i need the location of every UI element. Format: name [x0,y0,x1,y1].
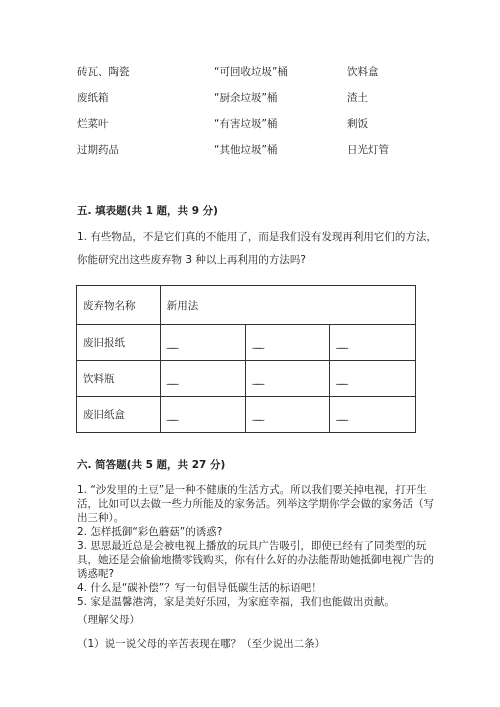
section6-line: 1. “沙发里的土豆”是一种不健康的生活方式。所以我们要关掉电视，打开生 [77,484,427,496]
table-cell-blank[interactable] [246,361,330,397]
sub-section-title: （理解父母） [77,614,140,626]
match-right-item: 剩饭 [347,118,368,130]
table-row [77,325,416,361]
fill-in-table [76,285,416,433]
match-middle-item: “可回收垃圾”桶 [214,66,288,78]
sub-question: （1）说一说父母的辛苦表现在哪？（至少说出二条） [77,638,326,650]
table-cell-blank[interactable] [160,325,246,361]
answer-blank: ___ [336,372,346,385]
section6-line: 出三种）。 [77,512,125,524]
match-left-item: 废纸箱 [77,92,109,104]
section6-line: 2. 怎样抵御“彩色蘑菇”的诱惑? [77,526,223,538]
section5-question-line: 你能研究出这些废弃物 3 种以上再利用的方法吗? [77,254,306,266]
table-cell-blank[interactable] [330,397,416,433]
section6-line: 诱惑呢? [77,568,115,580]
answer-blank: ___ [252,336,263,349]
section6-title: 六. 简答题(共 5 题，共 27 分) [77,459,226,471]
section6-line: 5. 家是温馨港湾，家是美好乐园，为家庭幸福，我们也能做出贡献。 [77,596,395,608]
table-cell-blank[interactable] [160,397,246,433]
table-row [77,397,416,433]
section6-line: 活，比如可以去做一些力所能及的家务活。列举这学期你学会做的家务活（写 [77,498,434,510]
table-cell-blank[interactable] [330,325,416,361]
table-cell-name: 废旧报纸 [77,325,161,361]
match-middle-item: “有害垃圾”桶 [214,118,278,130]
table-header-usage: 新用法 [160,286,415,325]
section6-line: 具，她还是会偷偷地攒零钱购买，你有什么好的办法能帮助她抵御电视广告的 [77,554,434,566]
table-header-row [77,286,416,325]
section5-question-line: 1. 有些物品，不是它们真的不能用了，而是我们没有发现再利用它们的方法， [77,231,437,243]
table-row [77,361,416,397]
match-middle-item: “其他垃圾”桶 [214,144,278,156]
answer-blank: ___ [336,336,346,349]
match-middle-item: “厨余垃圾”桶 [214,92,278,104]
table-cell-name: 废旧纸盒 [77,397,161,433]
section5-title: 五. 填表题(共 1 题，共 9 分) [77,205,218,217]
table-cell-blank[interactable] [246,397,330,433]
section6-line: 4. 什么是“碳补偿”？写一句倡导低碳生活的标语吧！ [77,582,322,594]
table-cell-blank[interactable] [160,361,246,397]
match-right-item: 饮料盒 [347,66,379,78]
table-cell-blank[interactable] [246,325,330,361]
match-left-item: 烂菜叶 [77,118,109,130]
match-right-item: 渣土 [347,92,368,104]
answer-blank: ___ [252,408,263,421]
table-header-name: 废弃物名称 [77,286,161,325]
table-cell-blank[interactable] [330,361,416,397]
answer-blank: ___ [166,408,177,421]
answer-blank: ___ [166,372,177,385]
match-left-item: 砖瓦、陶瓷 [77,66,130,78]
match-right-item: 日光灯管 [347,144,389,156]
answer-blank: ___ [252,372,263,385]
match-left-item: 过期药品 [77,144,119,156]
section6-line: 3. 思思最近总是会被电视上播放的玩具广告吸引，即使已经有了同类型的玩 [77,540,427,552]
answer-blank: ___ [336,408,346,421]
answer-blank: ___ [166,336,177,349]
table-cell-name: 饮料瓶 [77,361,161,397]
